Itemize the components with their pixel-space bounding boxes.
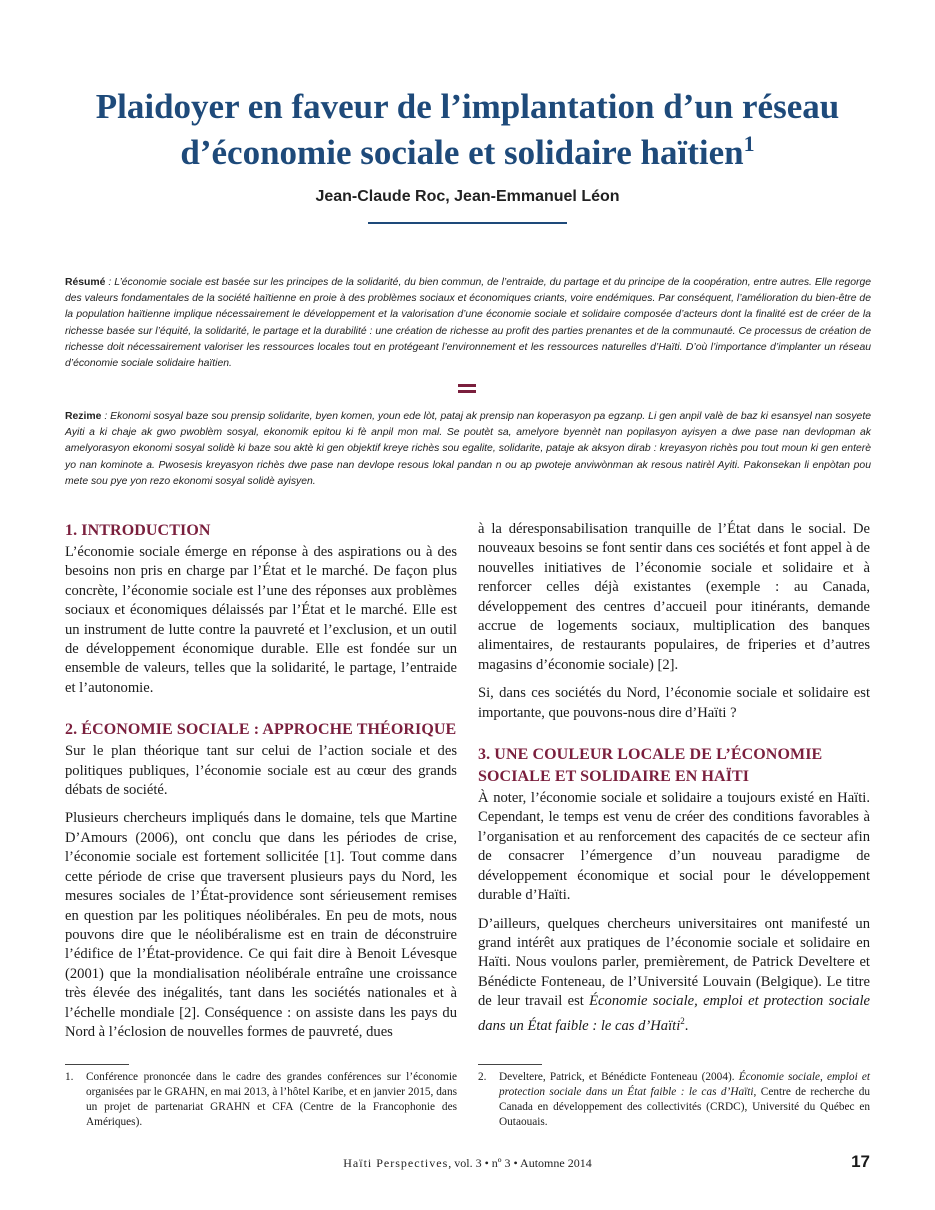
section-heading-local-color: 3. UNE COULEUR LOCALE DE L’ÉCONOMIE SOCIALE ET SOLIDAIRE EN HAÏTI [478, 746, 823, 786]
footnote-2-title: Économie sociale, emploi et protection sociale dans un État faible : le cas d’Haïti [499, 1071, 870, 1098]
theory-paragraph-1: Sur le plan théorique tant sur celui de l’action sociale et des politiques publiques, l’économie sociale est au cœur des grands débats de société. [65, 743, 457, 799]
footnote-2-authors: Develtere, Patrick, et Bénédicte Fonteneau (2004). [499, 1071, 739, 1083]
left-column [65, 520, 457, 1042]
footnote-1 [65, 1070, 457, 1130]
section-heading-theory: 2. ÉCONOMIE SOCIALE : APPROCHE THÉORIQUE [65, 721, 457, 739]
footnote-rule-right [478, 1064, 542, 1065]
rezime-text: : Ekonomi sosyal baze sou prensip solidarite, byen komen, youn ede lòt, pataj ak prensip nan koperasyon pa egzanp. Li gen anpil valè de baz ki esansyel nan sosyete Ayiti a ki chaje ak gwo pwoblèm sosyal, ekonomik epitou ki fè anpil mon mal. Se poutèt sa, amelyore byennèt nan popilasyon ayisyen a dwe pase nan devlopman ak amelyorasyon ekonomi sosyal solidè ki baze sou aktè ki gen objektif kreye richès sou egalite, solidarite, pataje ak aksyon dirab : kreyasyon richès pou tout moun ki gen enterè yo nan kominote a. Pwosesis kreyasyon richès dwe pase nan devlope resous lokal pandan n ou ap pwoteje anviwònman ak resous natirèl Ayiti. Pakonsekan li enpòtan pou mete sou pye yon rezo ekonomi sosyal solidè ayisyen. [65, 411, 871, 487]
rezime-label: Rezime [65, 411, 102, 422]
issue-info: , vol. 3 • nº 3 • Automne 2014 [448, 1156, 592, 1170]
introduction-paragraph: L’économie sociale émerge en réponse à des aspirations ou à des besoins non pris en charge par l’État et le marché. De façon plus concrète, l’économie sociale est l’une des réponses aux problèmes sociaux et économiques délaissés par l’État et le marché. Elle est un instrument de lutte contre la pauvreté et l’exclusion, et un outil de développement économique durable. Elle est fondée sur un ensemble de valeurs, telles que la solidarité, le partage, l’entraide et l’autonomie. [65, 544, 457, 696]
footnote-2 [478, 1070, 870, 1130]
abstract-creole [65, 409, 871, 490]
footnote-ref-2: 2 [680, 1015, 685, 1026]
local-color-paragraph-1: À noter, l’économie sociale et solidaire a toujours existé en Haïti. Cependant, le temps est venu de créer des conditions favorables à l’organisation et au renforcement des capacités de ce secteur afin de consacrer l’émergence d’un nouveau paradigme de développement économique et social pour le développement durable d’Haïti. [478, 790, 870, 904]
local-color-paragraph-2-text: D’ailleurs, quelques chercheurs universitaires ont manifesté un grand intérêt aux pratiques de l’économie sociale et solidaire en Haïti. Nous voulons parler, premièrement, de Patrick Develtere et Bénédicte Fonteneau, de l’Université Louvain (Belgique). Le titre de leur travail est [478, 915, 870, 1010]
authors: Jean-Claude Roc, Jean-Emmanuel Léon [315, 188, 620, 205]
footnote-1-number: 1. [65, 1071, 74, 1083]
footnote-1-text: Conférence prononcée dans le cadre des grandes conférences sur l’économie organisées par le GRAHN, en mai 2013, à l’hôtel Karibe, et en janvier 2015, dans un projet de partenariat GRAHN et CFA (Centre de la Francophonie des Amériques). [86, 1071, 457, 1128]
local-color-paragraph-2 [478, 915, 870, 1036]
abstract-label: Résumé [65, 277, 106, 288]
abstract-text: : L’économie sociale est basée sur les principes de la solidarité, du bien commun, de l’entraide, du partage et du principe de la coopération, entre autres. Elle regorge des valeurs fondamentales de la société haïtienne en proie à des problèmes sociaux et économiques criants, voire endémiques. Par conséquent, l’amélioration du bien-être de la population haïtienne implique nécessairement le développement et la valorisation d’une économie sociale et solidaire composée d’acteurs dont la finalité est de créer de la richesse basée sur l’équité, la solidarité, le partage et la durabilité : une création de richesse au profit des parties prenantes et de la communauté. Ce processus de création de richesse doit nécessairement valoriser les ressources locales tout en protégeant l’environnement et les ressources naturelles d’Haïti. D’où l’importance d’implanter un réseau d’économie sociale solidaire haïtien. [65, 277, 871, 370]
theory-paragraph-2-continued: à la déresponsabilisation tranquille de l’État dans le social. De nouveaux besoins se font sentir dans ces sociétés et font appel à de nouvelles initiatives de l’économie sociale et solidaire et à renforcer celles déjà existantes (exemple : au Canada, développement des centres d’accueil pour itinérants, demande accrue de logements sociaux, multiplication des banques alimentaires, de restaurants populaires, de friperies et d’autres magasins d’économie sociale) [2]. [478, 521, 870, 673]
theory-paragraph-3: Si, dans ces sociétés du Nord, l’économie sociale et solidaire est importante, que pouvons-nous dire d’Haïti ? [478, 685, 870, 721]
theory-paragraph-2: Plusieurs chercheurs impliqués dans le domaine, tels que Martine D’Amours (2006), ont conclu que dans les périodes de crise, l’économie sociale est fortement sollicitée [1]. Tout comme dans cette période de crise que traversent plusieurs pays du Nord, les mesures sociales de l’État-providence sont sérieusement remises en question par les politiques néolibérales. En peu de mots, nous pouvons dire que le néolibéralisme est en train de déconstruire l’édifice de l’État-providence. Ce qui fait dire à Benoit Lévesque (2001) que la mondialisation néolibérale entraîne une croissance très élevée des inégalités, tant dans les sociétés nationales et à l’échelle mondiale [2]. Conséquence : on assiste dans les pays du Nord à l’éclosion de nouvelles formes de pauvreté, dues [65, 810, 457, 1040]
title-divider [368, 222, 567, 224]
journal-name: Haïti Perspectives [343, 1156, 449, 1170]
local-color-paragraph-2-end: . [684, 1017, 689, 1034]
page-number: 17 [851, 1152, 870, 1171]
right-column [478, 520, 870, 1045]
abstract-french [65, 275, 871, 372]
title-footnote-mark: 1 [743, 131, 755, 156]
footnote-2-number: 2. [478, 1071, 487, 1083]
footnote-2-publisher: , Centre de recherche du Canada en développement des collectivités (CRDC), Université du Québec en Outaouais. [499, 1086, 870, 1128]
article-title-text: Plaidoyer en faveur de l’implantation d’un réseau d’économie sociale et solidaire haïtien [95, 87, 840, 172]
footnote-2-text [499, 1070, 870, 1130]
cited-work-title: Économie sociale, emploi et protection sociale dans un État faible : le cas d’Haïti [478, 993, 870, 1034]
section-separator-icon [458, 384, 476, 399]
footnote-rule-left [65, 1064, 129, 1065]
article-title [40, 84, 895, 176]
page-footer [0, 1156, 935, 1171]
section-heading-introduction: 1. INTRODUCTION [65, 522, 211, 539]
